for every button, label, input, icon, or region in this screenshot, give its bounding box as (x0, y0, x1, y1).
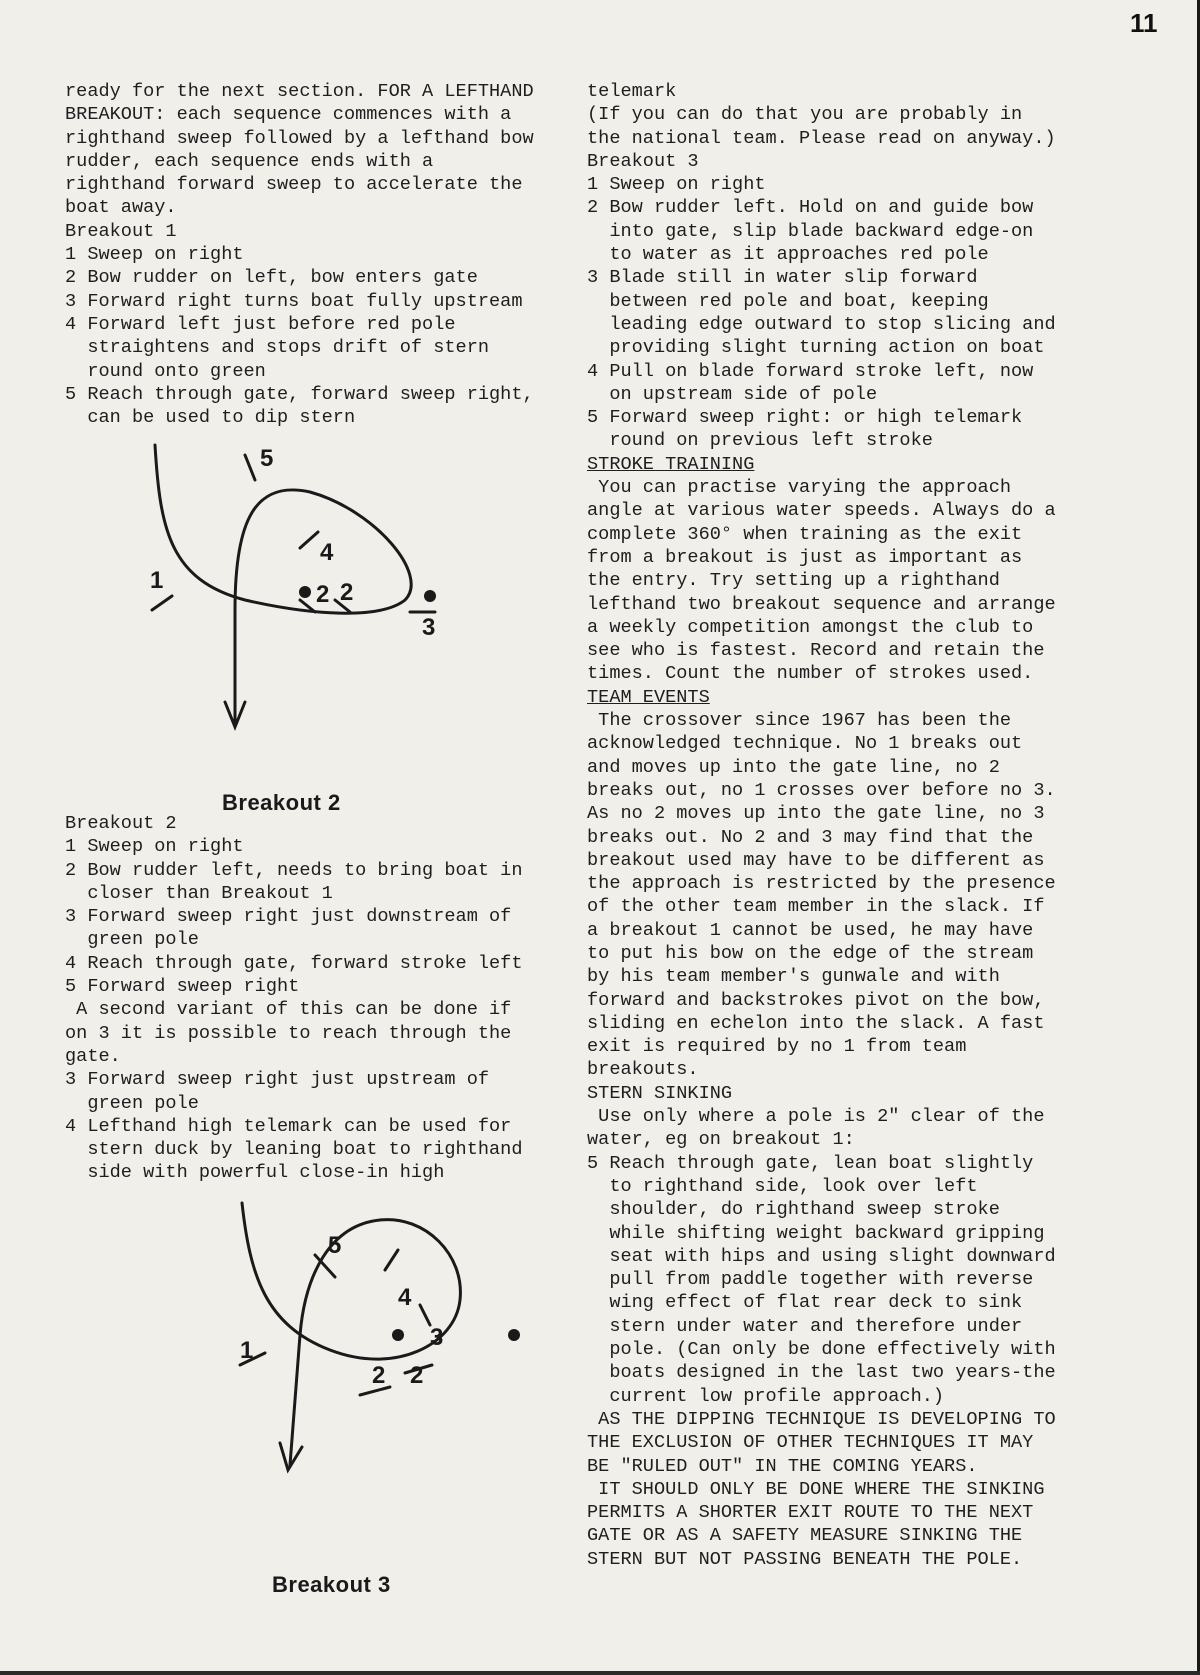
right-column-line: between red pole and boat, keeping (587, 290, 989, 312)
right-column-line: forward and backstrokes pivot on the bow, (587, 989, 1045, 1011)
right-column-line: IT SHOULD ONLY BE DONE WHERE THE SINKING (587, 1478, 1045, 1500)
right-column-line: wing effect of flat rear deck to sink (587, 1292, 1023, 1314)
left-column-bottom-line: Breakout 2 (65, 813, 177, 834)
right-column-line: You can practise varying the approach (587, 477, 1012, 499)
left-column-top-line: boat away. (65, 197, 177, 219)
right-column-line: of the other team member in the slack. If (587, 896, 1045, 918)
left-column-top-line: straightens and stops drift of stern (65, 337, 490, 359)
left-column-bottom-line: 5 Forward sweep right (65, 976, 300, 998)
right-column-line: 2 Bow rudder left. Hold on and guide bow (587, 197, 1034, 219)
right-column-line: 3 Blade still in water slip forward (587, 267, 978, 289)
left-column-bottom-line: green pole (65, 929, 199, 951)
label-2b: 2 (410, 1362, 424, 1389)
right-column-line: pole. (Can only be done effectively with (587, 1339, 1056, 1361)
right-column-line: TEAM EVENTS (587, 686, 710, 708)
left-column-bottom-line: green pole (65, 1092, 199, 1114)
right-column-line: boats designed in the last two years-the (587, 1362, 1056, 1384)
page-number: 11 (1130, 8, 1158, 38)
left-column-top-line: rudder, each sequence ends with a (65, 150, 434, 172)
left-column-top-line: righthand forward sweep to accelerate the (65, 174, 523, 196)
right-column-line: round on previous left stroke (587, 430, 933, 452)
right-column-line: 4 Pull on blade forward stroke left, now (587, 360, 1034, 382)
label-2a: 2 (316, 581, 330, 608)
right-column-line: STERN SINKING (587, 1082, 733, 1104)
right-column-line: STERN BUT NOT PASSING BENEATH THE POLE. (587, 1548, 1023, 1570)
right-column-line: providing slight turning action on boat (587, 337, 1045, 359)
left-column-bottom (65, 812, 575, 1185)
right-column-line: leading edge outward to stop slicing and (587, 313, 1056, 335)
label-3: 3 (422, 614, 436, 641)
boat-path (242, 1203, 460, 1465)
right-column-line: As no 2 moves up into the gate line, no 3 (587, 803, 1045, 825)
left-column-bottom-line: gate. (65, 1045, 121, 1067)
left-column-top-line: round onto green (65, 360, 266, 382)
left-column-bottom-line: 4 Reach through gate, forward stroke left (65, 952, 523, 974)
right-column-line: on upstream side of pole (587, 383, 878, 405)
right-column-line: 5 Reach through gate, lean boat slightly (587, 1152, 1034, 1174)
right-column (587, 80, 1117, 1571)
left-column-top-line: Breakout 1 (65, 220, 177, 242)
right-column-line: to water as it approaches red pole (587, 244, 989, 266)
left-column-top (65, 80, 575, 429)
left-column-bottom-line: 2 Bow rudder left, needs to bring boat in (65, 859, 523, 881)
right-column-line: shoulder, do righthand sweep stroke (587, 1199, 1000, 1221)
right-column-line: and moves up into the gate line, no 2 (587, 756, 1000, 778)
left-column-bottom-line: stern duck by leaning boat to righthand (65, 1139, 523, 1161)
right-column-line: current low profile approach.) (587, 1385, 945, 1407)
right-column-line: 1 Sweep on right (587, 174, 766, 196)
right-column-line: lefthand two breakout sequence and arrange (587, 593, 1056, 615)
stroke-mark-3 (420, 1305, 430, 1325)
right-column-line: STROKE TRAINING (587, 453, 755, 475)
right-column-line: PERMITS A SHORTER EXIT ROUTE TO THE NEXT (587, 1502, 1034, 1524)
right-column-line: Use only where a pole is 2" clear of the (587, 1106, 1045, 1128)
left-column-top-line: 2 Bow rudder on left, bow enters gate (65, 267, 478, 289)
label-4: 4 (320, 539, 334, 566)
left-column-bottom-line: 3 Forward sweep right just upstream of (65, 1069, 490, 1091)
right-column-line: THE EXCLUSION OF OTHER TECHNIQUES IT MAY (587, 1432, 1034, 1454)
stroke-mark-4 (300, 532, 318, 548)
right-column-line: into gate, slip blade backward edge-on (587, 220, 1034, 242)
right-column-line: breakout used may have to be different as (587, 849, 1045, 871)
right-column-line: the national team. Please read on anyway.) (587, 127, 1056, 149)
breakout-2-caption: Breakout 2 (222, 790, 341, 815)
left-column-bottom-line: 3 Forward sweep right just downstream of (65, 906, 512, 928)
right-column-line: The crossover since 1967 has been the (587, 710, 1012, 732)
right-column-line: the approach is restricted by the presence (587, 873, 1056, 895)
label-3: 3 (430, 1324, 444, 1351)
left-column-bottom-line: closer than Breakout 1 (65, 882, 333, 904)
right-column-line: times. Count the number of strokes used. (587, 663, 1034, 685)
label-2b: 2 (340, 579, 354, 606)
right-column-line: Breakout 3 (587, 150, 699, 172)
right-column-line: acknowledged technique. No 1 breaks out (587, 733, 1023, 755)
left-column-top-line: BREAKOUT: each sequence commences with a (65, 104, 512, 126)
right-column-line: while shifting weight backward gripping (587, 1222, 1045, 1244)
right-column-line: (If you can do that you are probably in (587, 104, 1023, 126)
page-bottom-edge (0, 1671, 1200, 1675)
label-1: 1 (240, 1337, 254, 1364)
breakout-3-diagram (220, 1195, 540, 1485)
right-column-line: 5 Forward sweep right: or high telemark (587, 407, 1023, 429)
right-column-line: to righthand side, look over left (587, 1175, 978, 1197)
left-column-bottom-line: on 3 it is possible to reach through the (65, 1022, 512, 1044)
left-column-bottom-line: side with powerful close-in high (65, 1162, 445, 1184)
left-column-top-line: righthand sweep followed by a lefthand bow (65, 127, 534, 149)
right-column-line: by his team member's gunwale and with (587, 966, 1000, 988)
left-column-top-line: 1 Sweep on right (65, 244, 244, 266)
right-column-line: to put his bow on the edge of the stream (587, 942, 1034, 964)
left-column-top-line: 4 Forward left just before red pole (65, 313, 456, 335)
right-column-line: a weekly competition amongst the club to (587, 616, 1034, 638)
stroke-mark-4 (385, 1250, 398, 1270)
right-column-line: a breakout 1 cannot be used, he may have (587, 919, 1034, 941)
label-1: 1 (150, 567, 164, 594)
right-column-line: stern under water and therefore under (587, 1315, 1023, 1337)
breakout-3-caption: Breakout 3 (272, 1572, 391, 1597)
left-column-bottom-line: 1 Sweep on right (65, 836, 244, 858)
right-column-line: breakouts. (587, 1059, 699, 1081)
right-column-line: pull from paddle together with reverse (587, 1269, 1034, 1291)
right-column-line: breaks out, no 1 crosses over before no 3. (587, 779, 1056, 801)
stroke-mark-1 (152, 596, 172, 610)
label-4: 4 (398, 1284, 412, 1311)
breakout-2-diagram (130, 440, 470, 740)
green-pole-dot (508, 1329, 520, 1341)
left-column-top-line: 5 Reach through gate, forward sweep right, (65, 383, 534, 405)
label-5: 5 (260, 445, 274, 472)
red-pole-dot (299, 586, 311, 598)
red-pole-dot (392, 1329, 404, 1341)
green-pole-dot (424, 590, 436, 602)
right-column-line: see who is fastest. Record and retain the (587, 640, 1045, 662)
right-column-line: BE "RULED OUT" IN THE COMING YEARS. (587, 1455, 978, 1477)
left-column-top-line: 3 Forward right turns boat fully upstream (65, 290, 523, 312)
stroke-mark-5 (245, 455, 255, 480)
right-column-line: sliding en echelon into the slack. A fast (587, 1012, 1045, 1034)
right-column-line: GATE OR AS A SAFETY MEASURE SINKING THE (587, 1525, 1023, 1547)
boat-path (155, 445, 411, 725)
left-column-bottom-line: 4 Lefthand high telemark can be used for (65, 1115, 512, 1137)
right-column-line: seat with hips and using slight downward (587, 1245, 1056, 1267)
right-column-line: exit is required by no 1 from team (587, 1036, 967, 1058)
right-column-line: water, eg on breakout 1: (587, 1129, 855, 1151)
right-column-line: the entry. Try setting up a righthand (587, 570, 1000, 592)
right-column-line: telemark (587, 81, 677, 102)
right-column-line: complete 360° when training as the exit (587, 523, 1023, 545)
label-2a: 2 (372, 1362, 386, 1389)
right-column-line: AS THE DIPPING TECHNIQUE IS DEVELOPING TO (587, 1408, 1056, 1430)
left-column-top-line: ready for the next section. FOR A LEFTHAND (65, 81, 534, 102)
right-column-line: from a breakout is just as important as (587, 546, 1023, 568)
label-5: 5 (328, 1232, 342, 1259)
right-column-line: breaks out. No 2 and 3 may find that the (587, 826, 1034, 848)
left-column-top-line: can be used to dip stern (65, 407, 356, 429)
right-column-line: angle at various water speeds. Always do a (587, 500, 1056, 522)
left-column-bottom-line: A second variant of this can be done if (65, 999, 512, 1021)
